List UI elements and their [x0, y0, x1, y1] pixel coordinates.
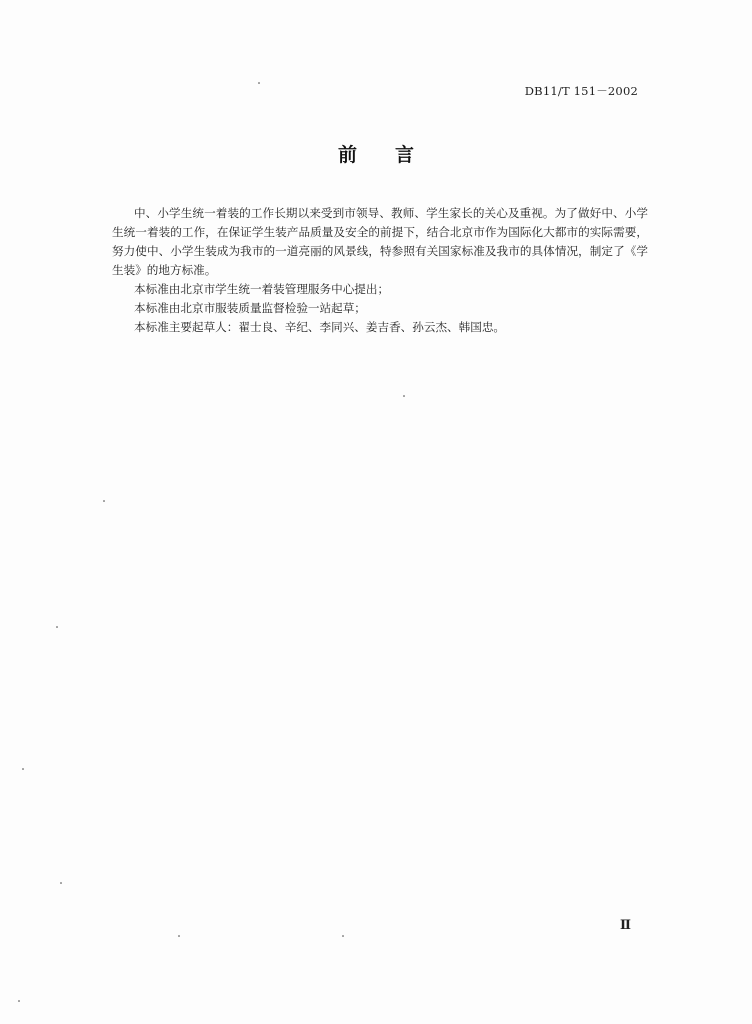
scan-speck	[60, 882, 62, 884]
scan-speck	[18, 1000, 20, 1002]
scan-speck	[22, 768, 24, 770]
preface-paragraph-3: 本标准由北京市服装质量监督检验一站起草；	[134, 301, 366, 315]
standard-code: DB11/T 151－2002	[524, 84, 638, 98]
scan-speck	[342, 935, 344, 937]
scan-speck	[56, 626, 58, 628]
preface-paragraph-4: 本标准主要起草人：翟士良、辛纪、李同兴、姜吉香、孙云杰、韩国忠。	[134, 320, 506, 334]
scan-speck	[178, 935, 180, 937]
page-number: Ⅱ	[620, 918, 631, 933]
scan-speck	[258, 82, 260, 84]
scan-speck	[403, 395, 405, 397]
scan-speck	[103, 500, 105, 502]
preface-paragraph-2: 本标准由北京市学生统一着装管理服务中心提出；	[134, 282, 390, 296]
preface-body	[112, 204, 648, 337]
preface-paragraph-1: 中、小学生统一着装的工作长期以来受到市领导、教师、学生家长的关心及重视。为了做好中、小学生统一着装的工作，在保证学生装产品质量及安全的前提下，结合北京市作为国际化大都市的实际需要，努力使中、小学生装成为我市的一道亮丽的风景线，特参照有关国家标准及我市的具体情况，制定了《学生装》的地方标准。	[112, 206, 648, 277]
page-title: 前言	[337, 144, 452, 166]
